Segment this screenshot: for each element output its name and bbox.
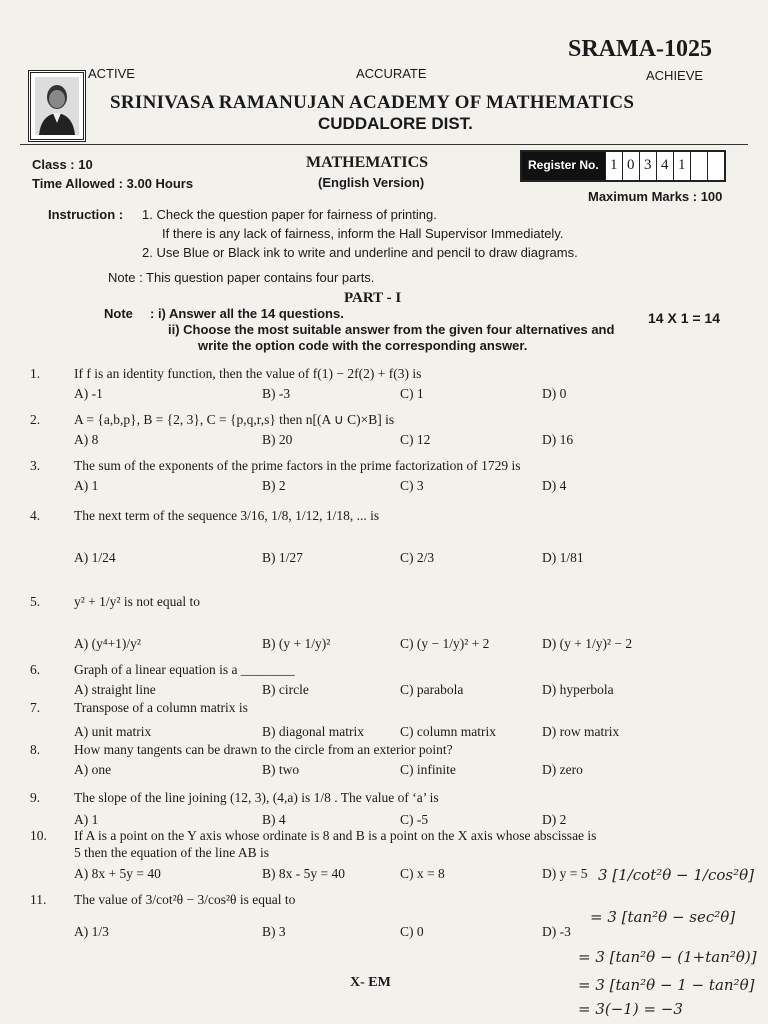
answer-option: D) -3 — [542, 924, 571, 939]
note-ii-b: write the option code with the corresponding answer. — [198, 338, 528, 353]
answer-option: D) 4 — [542, 478, 567, 493]
question-text: The next term of the sequence 3/16, 1/8, 1/12, 1/18, ... is — [74, 508, 380, 523]
answer-option: B) 2 — [262, 478, 286, 493]
question-number: 4. — [30, 508, 41, 523]
handwriting-line-2: = 3 [tan²θ − sec²θ] — [590, 908, 736, 926]
question-text: y² + 1/y² is not equal to — [74, 594, 200, 609]
question-number: 10. — [30, 828, 47, 843]
answer-option: B) circle — [262, 682, 309, 697]
register-digit: 4 — [656, 152, 673, 180]
answer-option: D) 1/81 — [542, 550, 584, 565]
handwriting-line-4: = 3 [tan²θ − 1 − tan²θ] — [578, 976, 755, 994]
question-number: 3. — [30, 458, 41, 473]
question-text: The slope of the line joining (12, 3), (4,a) is 1/8 . The value of ‘a’ is — [74, 790, 439, 805]
part-marks: 14 X 1 = 14 — [648, 310, 721, 326]
footer-code: X- EM — [350, 975, 391, 990]
version-label: (English Version) — [318, 175, 425, 190]
answer-option: C) (y − 1/y)² + 2 — [400, 636, 490, 651]
answer-option: D) y = 5 — [542, 866, 588, 881]
answer-option: B) diagonal matrix — [262, 724, 364, 739]
register-digit: 0 — [622, 152, 639, 180]
answer-option: B) 20 — [262, 432, 293, 447]
answer-option: C) -5 — [400, 812, 429, 827]
question-number: 7. — [30, 700, 41, 715]
answer-option: A) (y⁴+1)/y² — [74, 636, 141, 651]
answer-option: B) two — [262, 762, 300, 777]
register-digit: 1 — [605, 152, 622, 180]
tag-active: ACTIVE — [88, 66, 135, 81]
answer-option: A) 1/3 — [74, 924, 109, 939]
answer-option: B) (y + 1/y)² — [262, 636, 331, 651]
answer-option: A) unit matrix — [74, 724, 152, 739]
question-text: The value of 3/cot²θ − 3/cos²θ is equal to — [74, 892, 296, 907]
answer-option: D) 0 — [542, 386, 567, 401]
note-ii: ii) Choose the most suitable answer from the given four alternatives and — [168, 322, 615, 337]
class-label: Class : 10 — [32, 157, 93, 172]
academy-title: SRINIVASA RAMANUJAN ACADEMY OF MATHEMATICS — [110, 92, 635, 113]
header-divider — [20, 144, 748, 145]
answer-option: C) 0 — [400, 924, 424, 939]
register-digit: 1 — [673, 152, 690, 180]
question-text: The sum of the exponents of the prime factors in the prime factorization of 1729 is — [74, 458, 521, 473]
question-text-continued: 5 then the equation of the line AB is — [74, 845, 269, 860]
answer-option: A) 8x + 5y = 40 — [74, 866, 161, 881]
subject-title: MATHEMATICS — [306, 154, 429, 171]
question-text: Graph of a linear equation is a ________ — [74, 662, 295, 677]
paper-code: SRAMA-1025 — [568, 36, 712, 62]
answer-option: D) hyperbola — [542, 682, 614, 697]
instruction-1b: If there is any lack of fairness, inform the Hall Supervisor Immediately. — [162, 226, 564, 241]
answer-option: C) 3 — [400, 478, 424, 493]
register-digit — [707, 152, 724, 180]
question-text: Transpose of a column matrix is — [74, 700, 248, 715]
question-number: 1. — [30, 366, 41, 381]
answer-option: C) x = 8 — [400, 866, 445, 881]
answer-option: C) parabola — [400, 682, 464, 697]
question-number: 8. — [30, 742, 41, 757]
register-digit: 3 — [639, 152, 656, 180]
answer-option: C) 12 — [400, 432, 431, 447]
parts-note: Note : This question paper contains four parts. — [108, 270, 375, 285]
answer-option: B) 1/27 — [262, 550, 303, 565]
answer-option: A) 1 — [74, 812, 99, 827]
answer-option: C) column matrix — [400, 724, 496, 739]
answer-option: D) (y + 1/y)² − 2 — [542, 636, 633, 651]
note-i: : i) Answer all the 14 questions. — [150, 306, 344, 321]
question-number: 5. — [30, 594, 41, 609]
part-title: PART - I — [344, 290, 402, 306]
question-text: A = {a,b,p}, B = {2, 3}, C = {p,q,r,s} then n[(A ∪ C)×B] is — [74, 412, 395, 427]
question-number: 9. — [30, 790, 41, 805]
answer-option: B) -3 — [262, 386, 291, 401]
answer-option: A) 1/24 — [74, 550, 116, 565]
question-number: 2. — [30, 412, 41, 427]
answer-option: C) infinite — [400, 762, 456, 777]
handwriting-line-5: = 3(−1) = −3 — [578, 1000, 683, 1018]
tag-accurate: ACCURATE — [356, 66, 427, 81]
answer-option: A) one — [74, 762, 112, 777]
answer-option: B) 8x - 5y = 40 — [262, 866, 345, 881]
district-title: CUDDALORE DIST. — [318, 114, 473, 133]
question-text: If A is a point on the Y axis whose ordinate is 8 and B is a point on the X axis whose abscissae is — [74, 828, 597, 843]
answer-option: D) 2 — [542, 812, 567, 827]
question-number: 11. — [30, 892, 47, 907]
answer-option: A) straight line — [74, 682, 156, 697]
tag-achieve: ACHIEVE — [646, 68, 704, 83]
register-label: Register No. — [522, 152, 605, 180]
answer-option: D) zero — [542, 762, 583, 777]
question-text: How many tangents can be drawn to the circle from an exterior point? — [74, 742, 453, 757]
handwriting-line-1: 3 [1/cot²θ − 1/cos²θ] — [598, 866, 754, 884]
note-label: Note — [104, 306, 133, 321]
ramanujan-portrait-logo — [28, 70, 86, 142]
time-allowed: Time Allowed : 3.00 Hours — [32, 176, 194, 191]
answer-option: A) 8 — [74, 432, 99, 447]
answer-option: B) 3 — [262, 924, 286, 939]
answer-option: B) 4 — [262, 812, 286, 827]
question-text: If f is an identity function, then the value of f(1) − 2f(2) + f(3) is — [74, 366, 422, 381]
instruction-2: 2. Use Blue or Black ink to write and underline and pencil to draw diagrams. — [142, 245, 578, 260]
handwriting-line-3: = 3 [tan²θ − (1+tan²θ)] — [578, 948, 757, 966]
answer-option: D) 16 — [542, 432, 574, 447]
answer-option: C) 2/3 — [400, 550, 435, 565]
answer-option: A) 1 — [74, 478, 99, 493]
question-number: 6. — [30, 662, 41, 677]
maximum-marks: Maximum Marks : 100 — [588, 189, 723, 204]
instruction-label: Instruction : — [48, 207, 124, 222]
answer-option: A) -1 — [74, 386, 103, 401]
answer-option: C) 1 — [400, 386, 424, 401]
register-digit — [690, 152, 707, 180]
instruction-1: 1. Check the question paper for fairness of printing. — [142, 207, 437, 222]
register-number-box — [520, 150, 726, 182]
answer-option: D) row matrix — [542, 724, 620, 739]
